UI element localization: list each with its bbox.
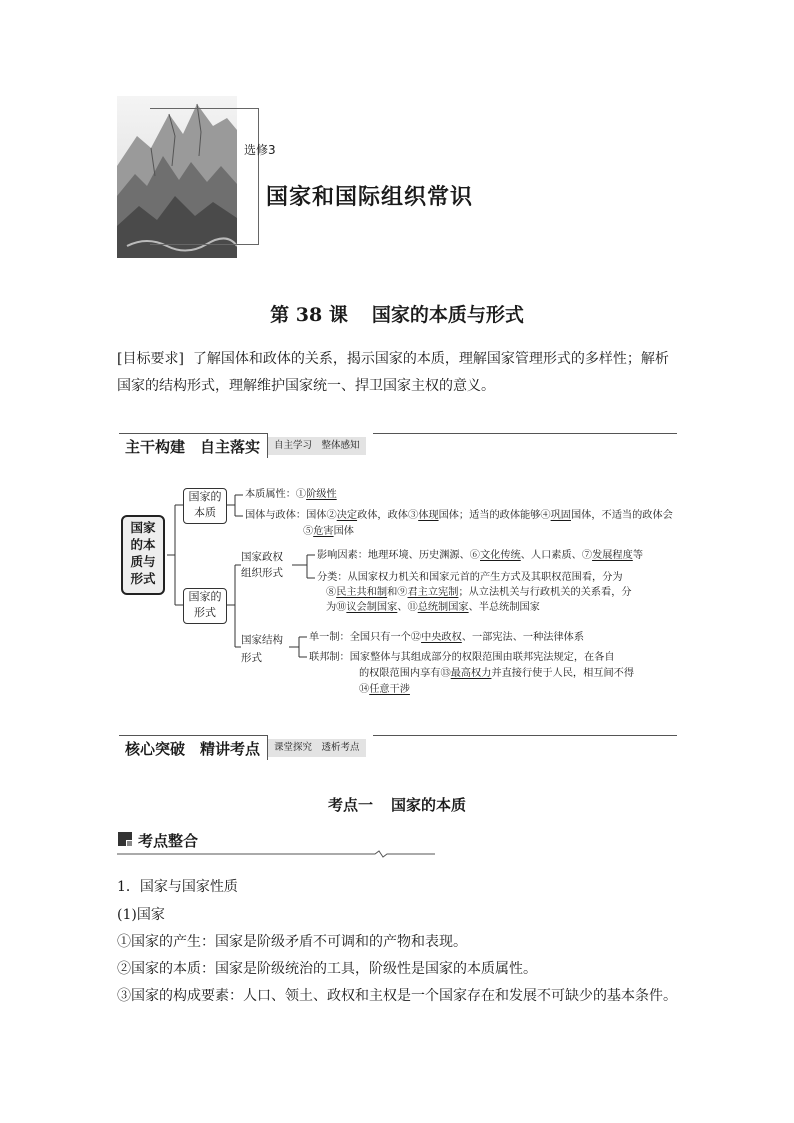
- elective-label: 选修3: [244, 143, 276, 157]
- text: 政体，政体③: [357, 510, 419, 521]
- section-tag: 自主学习 整体感知: [268, 437, 366, 455]
- square-block-icon: [118, 832, 132, 846]
- answer: 文化传统: [480, 550, 521, 561]
- text: 、半总统制国家: [468, 602, 540, 613]
- answer: 总统制国家: [417, 602, 469, 613]
- lesson-number: 第 38 课: [270, 304, 348, 326]
- answer: 君主立宪制: [407, 587, 459, 598]
- exam-point-title: [0, 794, 794, 815]
- text: 国体与政体：国体②: [245, 510, 337, 521]
- text: ⑤: [303, 526, 314, 537]
- text: 、⑪: [397, 602, 418, 613]
- text: 、人口素质、⑦: [520, 550, 593, 561]
- text: 等: [632, 550, 643, 561]
- text: 、一部宪法、一种法律体系: [461, 632, 585, 643]
- leaf-classification-cont2: [326, 600, 540, 616]
- objective-label: [目标要求]: [117, 351, 184, 367]
- text: 并直接行使于人民，相互间不得: [491, 668, 635, 679]
- section-tag: 课堂探究 透析考点: [268, 739, 366, 757]
- integration-title: 考点整合: [138, 832, 199, 850]
- answer: 危害: [313, 526, 334, 537]
- root-line: 质与: [130, 554, 156, 569]
- body-paragraph: ③国家的构成要素：人口、领土、政权和主权是一个国家存在和发展不可缺少的基本条件。: [117, 988, 677, 1004]
- section-rule: [373, 735, 677, 736]
- text: 国体；适当的政体能够④: [438, 510, 551, 521]
- node-line: 形式: [241, 652, 262, 664]
- answer: 任意干涉: [369, 684, 410, 695]
- text: ⑭: [359, 684, 370, 695]
- section-rule: [373, 433, 677, 434]
- node-line: 国家结构: [241, 634, 283, 646]
- text: 国体: [333, 526, 354, 537]
- leaf-classification-cont1: [326, 585, 632, 601]
- section-header-2: [117, 735, 677, 761]
- text: 单一制：全国只有一个⑫: [309, 632, 422, 643]
- answer: 决定: [336, 510, 358, 521]
- text: 联邦制：国家整体与其组成部分的权限范围由联邦宪法规定，在各自: [309, 652, 615, 663]
- exam-point-name: 国家的本质: [391, 796, 467, 814]
- node-line: 国家的: [188, 590, 222, 603]
- node-line: 国家的: [188, 490, 222, 503]
- body-heading: 1．国家与国家性质: [117, 879, 238, 895]
- leaf-polity-relation: [245, 508, 673, 524]
- integration-rule: [117, 850, 435, 858]
- exam-point-label: 考点一: [327, 796, 373, 814]
- answer: 最高权力: [450, 668, 492, 679]
- body-subheading: (1)国家: [117, 907, 165, 923]
- body-paragraph: ②国家的本质：国家是阶级统治的工具，阶级性是国家的本质属性。: [117, 961, 537, 977]
- leaf-polity-relation-cont: [303, 524, 354, 540]
- text: 分类：从国家权力机关和国家元首的产生方式及其职权范围看，分为: [317, 572, 623, 583]
- node-line: 形式: [194, 606, 216, 619]
- leaf-classification: [317, 570, 623, 586]
- body-paragraph: ①国家的产生：国家是阶级矛盾不可调和的产物和表现。: [117, 934, 467, 950]
- section-header-1: [117, 433, 677, 459]
- mindmap-root: [121, 515, 165, 595]
- unit-title: 国家和国际组织常识: [266, 185, 474, 210]
- text: 为⑩: [326, 602, 347, 613]
- lesson-name: 国家的本质与形式: [371, 304, 524, 326]
- node-regime-form: [241, 549, 283, 581]
- text: ；从立法机关与行政机关的关系看，分: [458, 587, 632, 598]
- answer: 民主共和制: [336, 587, 388, 598]
- text: 本质属性：①: [245, 489, 307, 500]
- leaf-federal-system-cont2: [359, 682, 410, 698]
- node-line: 国家政权: [241, 551, 283, 563]
- answer: 发展程度: [592, 550, 633, 561]
- node-state-essence: [183, 488, 227, 524]
- answer: 阶级性: [306, 489, 337, 500]
- answer: 巩固: [550, 510, 571, 521]
- text: 和⑨: [387, 587, 408, 598]
- cover-frame: [150, 108, 259, 245]
- leaf-federal-system: [309, 650, 615, 666]
- mind-map: [117, 485, 687, 700]
- root-line: 国家: [130, 520, 156, 535]
- node-line: 本质: [194, 506, 216, 519]
- node-state-form: [183, 588, 227, 624]
- leaf-unitary-system: [309, 630, 584, 646]
- section-title: 核心突破 精讲考点: [119, 735, 268, 760]
- text: 影响因素：地理环境、历史渊源、⑥: [317, 550, 480, 561]
- node-structure-form: [241, 631, 283, 667]
- text: 国体，不适当的政体会: [571, 510, 673, 521]
- section-title: 主干构建 自主落实: [119, 433, 268, 458]
- leaf-influencing-factors: [317, 548, 643, 564]
- node-line: 组织形式: [241, 567, 283, 579]
- objective-paragraph: [117, 346, 679, 400]
- leaf-federal-system-cont1: [359, 666, 634, 682]
- leaf-essence-attribute: [245, 487, 337, 503]
- lesson-title: [0, 300, 794, 327]
- root-line: 形式: [130, 571, 156, 586]
- text: 的权限范围内享有⑬: [359, 668, 451, 679]
- answer: 中央政权: [421, 632, 462, 643]
- answer: 议会制国家: [346, 602, 398, 613]
- text: ⑧: [326, 587, 337, 598]
- answer: 体现: [418, 510, 439, 521]
- root-line: 的本: [130, 537, 156, 552]
- objective-text: 了解国体和政体的关系，揭示国家的本质，理解国家管理形式的多样性；解析国家的结构形式，理解维护国家统一、捍卫国家主权的意义。: [117, 351, 669, 394]
